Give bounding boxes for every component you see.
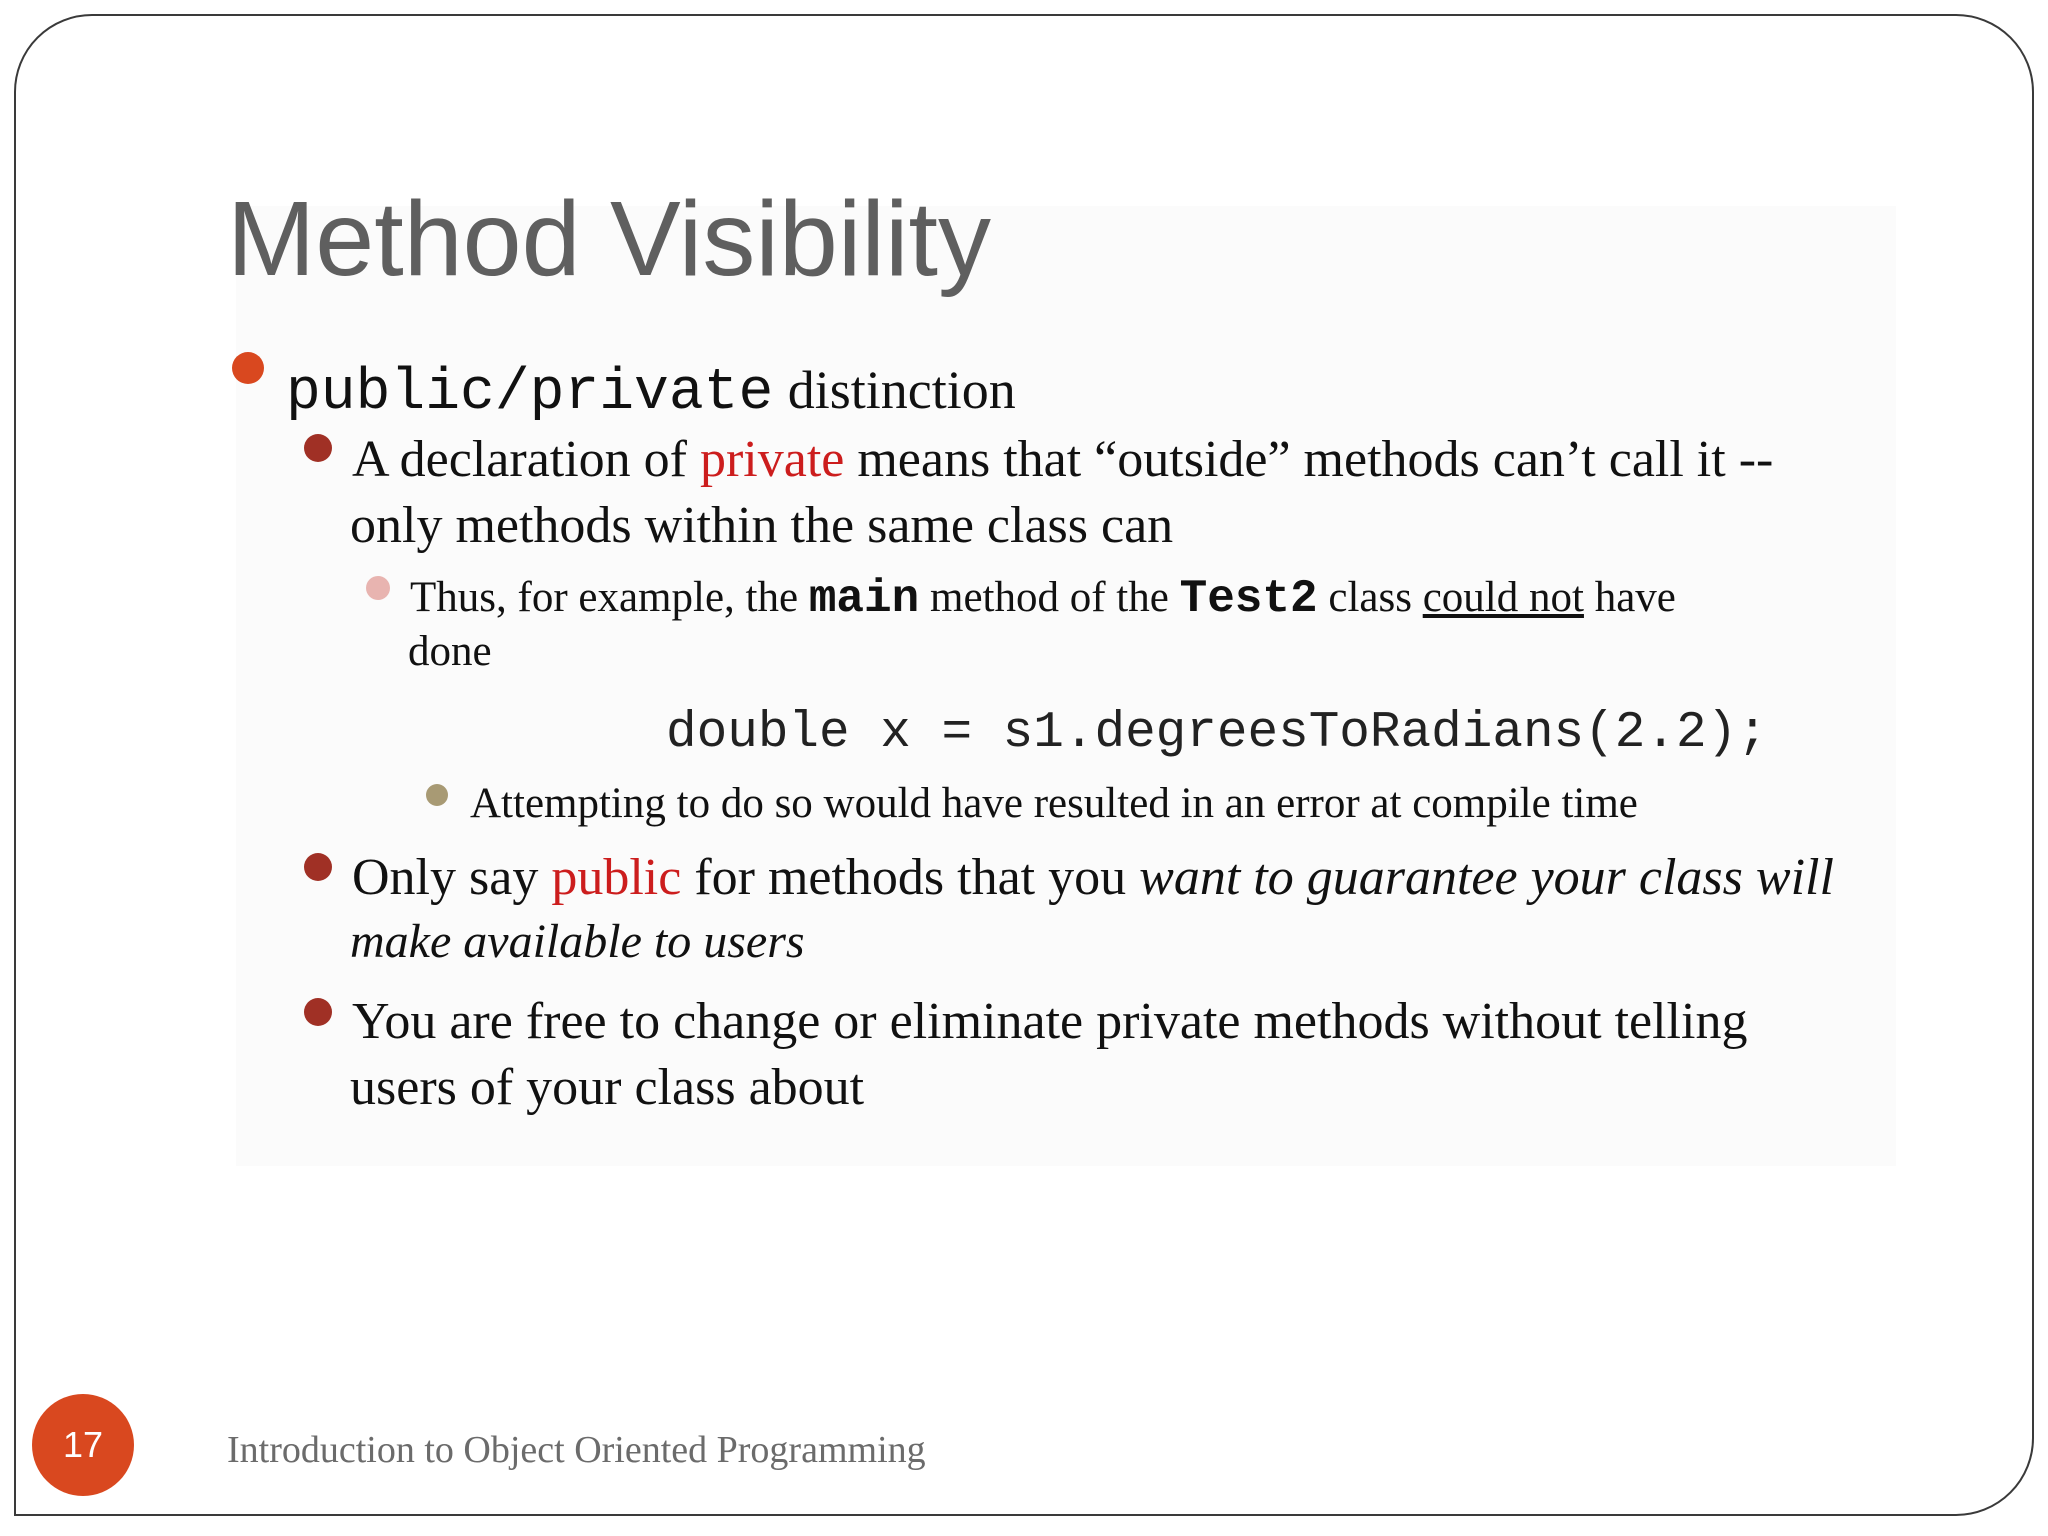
text-segment: method of the [930,574,1169,621]
slide [14,14,2034,1516]
underlined-could-not: could not [1422,574,1584,621]
bullet-example-line1 [410,573,1676,625]
bullet-private-line1 [352,431,1774,488]
bullet-free-line2: users of your class about [350,1059,865,1116]
code-main: main [808,573,920,625]
text-segment: Only say [352,849,539,906]
bullet-dot-icon [366,576,390,600]
code-public-private: public/private [286,361,774,426]
keyword-public: public [551,849,682,906]
bullet-dot-icon [304,853,332,881]
bullet-dot-icon [304,434,332,462]
bullet-public-line1 [352,849,1834,906]
bullet-dot-icon [232,352,264,384]
text-segment: for methods that you [694,849,1127,906]
bullet-example-line2: done [408,628,492,675]
keyword-private: private [699,431,845,488]
bullet-dot-icon [304,998,332,1026]
italic-text: want to guarantee your class will [1139,849,1834,906]
text-segment: class [1328,574,1412,621]
bullet-free-line1: You are free to change or eliminate private methods without telling [352,993,1748,1050]
bullet-text: distinction [787,360,1016,420]
text-segment: Thus, for example, the [410,574,799,621]
bullet-dot-icon [426,784,448,806]
text-segment: A declaration of [352,431,687,488]
text-segment: means that “outside” methods can’t call it -- [857,431,1774,488]
code-line: double x = s1.degreesToRadians(2.2); [666,705,1768,762]
bullet-attempting: Attempting to do so would have resulted in an error at compile time [470,780,1638,827]
bullet-private-line2: only methods within the same class can [350,497,1174,554]
text-segment: have [1594,574,1676,621]
bullet-public-private [286,360,1016,426]
footer-course-title: Introduction to Object Oriented Programming [227,1429,926,1471]
code-test2: Test2 [1179,573,1318,625]
bullet-public-line2: make available to users [350,915,805,968]
page-number-badge: 17 [32,1394,134,1496]
slide-title: Method Visibility [227,180,991,298]
